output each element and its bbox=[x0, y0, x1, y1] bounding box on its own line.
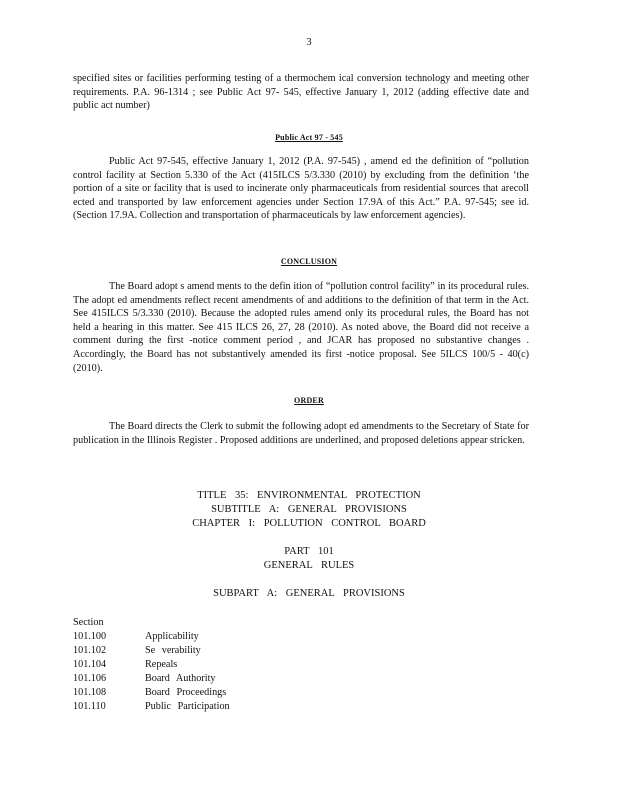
order-paragraph: The Board directs the Clerk to submit the following adopt ed amendments to the Secretary of State for publication in the Illinois Register . Proposed additions are underlined, and proposed deletions appear stricken. bbox=[73, 421, 529, 446]
section-list-header: Section bbox=[73, 617, 104, 628]
section-title: Repeals bbox=[145, 659, 178, 670]
part-block bbox=[0, 545, 618, 573]
title-line: TITLE 35: ENVIRONMENTAL PROTECTION bbox=[197, 490, 421, 501]
section-row bbox=[73, 658, 230, 672]
subpart-line: SUBPART A: GENERAL PROVISIONS bbox=[213, 588, 405, 599]
section-row bbox=[73, 630, 230, 644]
section-number: 101.110 bbox=[73, 701, 106, 712]
section-title: Se verability bbox=[145, 645, 201, 656]
conclusion-paragraph: The Board adopt s amend ments to the defin ition of “pollution control facility” in its procedural rules. The adopt ed amendments reflect recent amendments of and additions to the definition of that term in the Act. See 415ILCS 5/3.330 (2010). Because the adopted rules amend only its procedural rules, the Board has not held a hearing in this matter. See 415 ILCS 26, 27, 28 (2010). As noted above, the Board did not receive a comment during the first -notice comment period , and JCAR has proposed no substantive changes . Accordingly, the Board has not substantively amended its first -notice proposal. See 5ILCS 100/5 - 40(c) (2010). bbox=[73, 281, 529, 374]
section-list bbox=[73, 616, 230, 714]
chapter-line: CHAPTER I: POLLUTION CONTROL BOARD bbox=[192, 518, 426, 529]
section-number: 101.100 bbox=[73, 631, 107, 642]
heading-public-act: Public Act 97 - 545 bbox=[275, 133, 343, 142]
section-title: Public Participation bbox=[145, 701, 230, 712]
heading-conclusion: CONCLUSION bbox=[280, 257, 338, 266]
part-name-line: GENERAL RULES bbox=[263, 560, 355, 571]
section-number: 101.106 bbox=[73, 673, 107, 684]
section-title: Board Authority bbox=[145, 673, 216, 684]
subpart-block bbox=[0, 587, 618, 601]
intro-paragraph: specified sites or facilities performing testing of a thermochem ical conversion technology and meeting other requirements. P.A. 96-1314 ; see Public Act 97- 545, effective January 1, 2012 (adding effective date and public act number) bbox=[73, 73, 529, 112]
section-row bbox=[73, 700, 230, 714]
section-row bbox=[73, 672, 230, 686]
section-number: 101.102 bbox=[73, 645, 107, 656]
section-row bbox=[73, 686, 230, 700]
part-line: PART 101 bbox=[284, 546, 334, 557]
section-row bbox=[73, 644, 230, 658]
page-number: 3 bbox=[306, 37, 312, 48]
section-number: 101.108 bbox=[73, 687, 107, 698]
public-act-paragraph: Public Act 97-545, effective January 1, 2012 (P.A. 97-545) , amend ed the definition of “pollution control facility at Section 5.330 of the Act (415ILCS 5/3.330 (2010) by excluding from the definition ‘the portion of a site or facility that is used to incinerate only pharmaceuticals from residential sources that arecoll ected and transported by law enforcement agencies under Section 17.9A of this Act.” P.A. 97-545; see id. (Section 17.9A. Collection and transportation of pharmaceuticals by law enforcement agencies). bbox=[73, 156, 529, 222]
section-number: 101.104 bbox=[73, 659, 107, 670]
heading-order: ORDER bbox=[294, 396, 324, 405]
section-title: Applicability bbox=[145, 631, 199, 642]
regulation-title-block bbox=[0, 489, 618, 531]
section-title: Board Proceedings bbox=[145, 687, 227, 698]
subtitle-line: SUBTITLE A: GENERAL PROVISIONS bbox=[211, 504, 407, 515]
